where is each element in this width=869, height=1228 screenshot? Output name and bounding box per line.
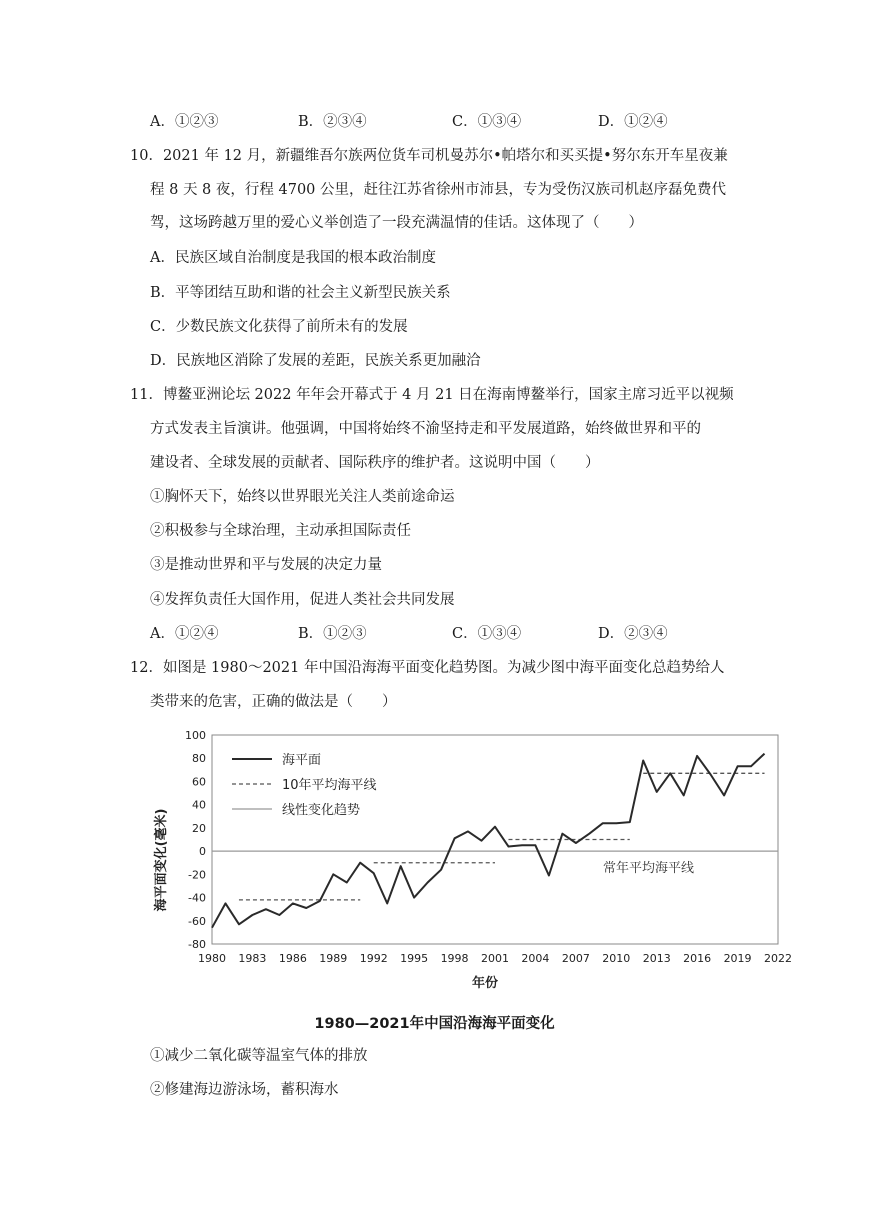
x-tick-label: 1989 xyxy=(319,952,348,965)
x-tick-label: 2004 xyxy=(521,952,550,965)
y-tick-label: -80 xyxy=(188,938,206,951)
legend-label: 线性变化趋势 xyxy=(282,803,361,818)
x-tick-label: 1980 xyxy=(198,952,226,965)
y-tick-label: 20 xyxy=(192,821,206,835)
chart-ylabel: 海平面变化(毫米) xyxy=(154,808,169,912)
q10-option-d: D．民族地区消除了发展的差距，民族关系更加融洽 xyxy=(150,353,481,369)
chart-annotation: 常年平均海平线 xyxy=(603,861,695,876)
q9-option-b: B．②③④ xyxy=(298,114,367,130)
q9-option-d: D．①②④ xyxy=(598,114,668,130)
q11-item-4: ④发挥负责任大国作用，促进人类社会共同发展 xyxy=(150,592,455,608)
q11-option-b: B．①②③ xyxy=(298,626,367,642)
y-tick-label: 0 xyxy=(199,845,206,859)
x-tick-label: 2019 xyxy=(723,952,752,965)
x-tick-label: 2022 xyxy=(764,952,792,965)
legend-label: 10年平均海平线 xyxy=(282,778,377,793)
q10-option-a: A．民族区域自治制度是我国的根本政治制度 xyxy=(150,250,436,266)
x-tick-label: 1998 xyxy=(440,952,469,965)
sea-level-chart xyxy=(150,722,800,1002)
q11-stem-line-1: 11．博鳌亚洲论坛 2022 年年会开幕式于 4 月 21 日在海南博鳌举行，国家主席习近平以视频 xyxy=(130,387,734,403)
x-tick-label: 2013 xyxy=(642,952,671,965)
x-tick-label: 1986 xyxy=(278,952,307,965)
q11-stem-line-2: 方式发表主旨演讲。他强调，中国将始终不渝坚持走和平发展道路，始终做世界和平的 xyxy=(150,421,701,437)
q12-stem-line-2: 类带来的危害，正确的做法是（ ） xyxy=(150,694,397,710)
q12-stem-line-1: 12．如图是 1980～2021 年中国沿海海平面变化趋势图。为减少图中海平面变化总趋势给人 xyxy=(130,660,725,676)
q10-option-b: B．平等团结互助和谐的社会主义新型民族关系 xyxy=(150,285,451,301)
y-tick-label: 80 xyxy=(192,752,206,766)
chart-title: 1980—2021年中国沿海海平面变化 xyxy=(314,1016,555,1032)
q11-item-1: ①胸怀天下，始终以世界眼光关注人类前途命运 xyxy=(150,489,455,505)
q10-option-c: C．少数民族文化获得了前所未有的发展 xyxy=(150,319,408,335)
x-tick-label: 2007 xyxy=(561,952,590,965)
y-tick-label: -60 xyxy=(188,914,206,928)
q12-item-1: ①减少二氧化碳等温室气体的排放 xyxy=(150,1048,368,1064)
q10-stem-line-1: 10．2021 年 12 月，新疆维吾尔族两位货车司机曼苏尔•帕塔尔和买买提•努尔东开车星夜兼 xyxy=(130,148,728,164)
q9-option-c: C．①③④ xyxy=(452,114,522,130)
y-tick-label: 40 xyxy=(192,798,206,812)
x-tick-label: 2010 xyxy=(602,952,631,965)
q9-option-a: A．①②③ xyxy=(150,114,219,130)
q10-stem-line-2: 程 8 天 8 夜，行程 4700 公里，赶往江苏省徐州市沛县，专为受伤汉族司机赵序磊免费代 xyxy=(150,182,727,198)
y-tick-label: -40 xyxy=(188,891,206,905)
q11-option-a: A．①②④ xyxy=(150,626,219,642)
q11-item-3: ③是推动世界和平与发展的决定力量 xyxy=(150,557,382,573)
q11-item-2: ②积极参与全球治理，主动承担国际责任 xyxy=(150,523,411,539)
x-tick-label: 2016 xyxy=(683,952,712,965)
q10-stem-line-3: 驾，这场跨越万里的爱心义举创造了一段充满温情的佳话。这体现了（ ） xyxy=(150,215,643,231)
x-tick-label: 1995 xyxy=(400,952,429,965)
y-tick-label: -20 xyxy=(188,868,206,882)
q11-stem-line-3: 建设者、全球发展的贡献者、国际秩序的维护者。这说明中国（ ） xyxy=(150,455,600,471)
q11-option-d: D．②③④ xyxy=(598,626,668,642)
chart-xlabel: 年份 xyxy=(471,976,499,991)
q12-item-2: ②修建海边游泳场，蓄积海水 xyxy=(150,1082,339,1098)
legend-label: 海平面 xyxy=(282,753,322,768)
y-tick-label: 60 xyxy=(192,775,206,789)
y-tick-label: 100 xyxy=(185,729,206,742)
x-tick-label: 1992 xyxy=(359,952,388,965)
x-tick-label: 2001 xyxy=(481,952,509,965)
q11-option-c: C．①③④ xyxy=(452,626,522,642)
x-tick-label: 1983 xyxy=(238,952,267,965)
